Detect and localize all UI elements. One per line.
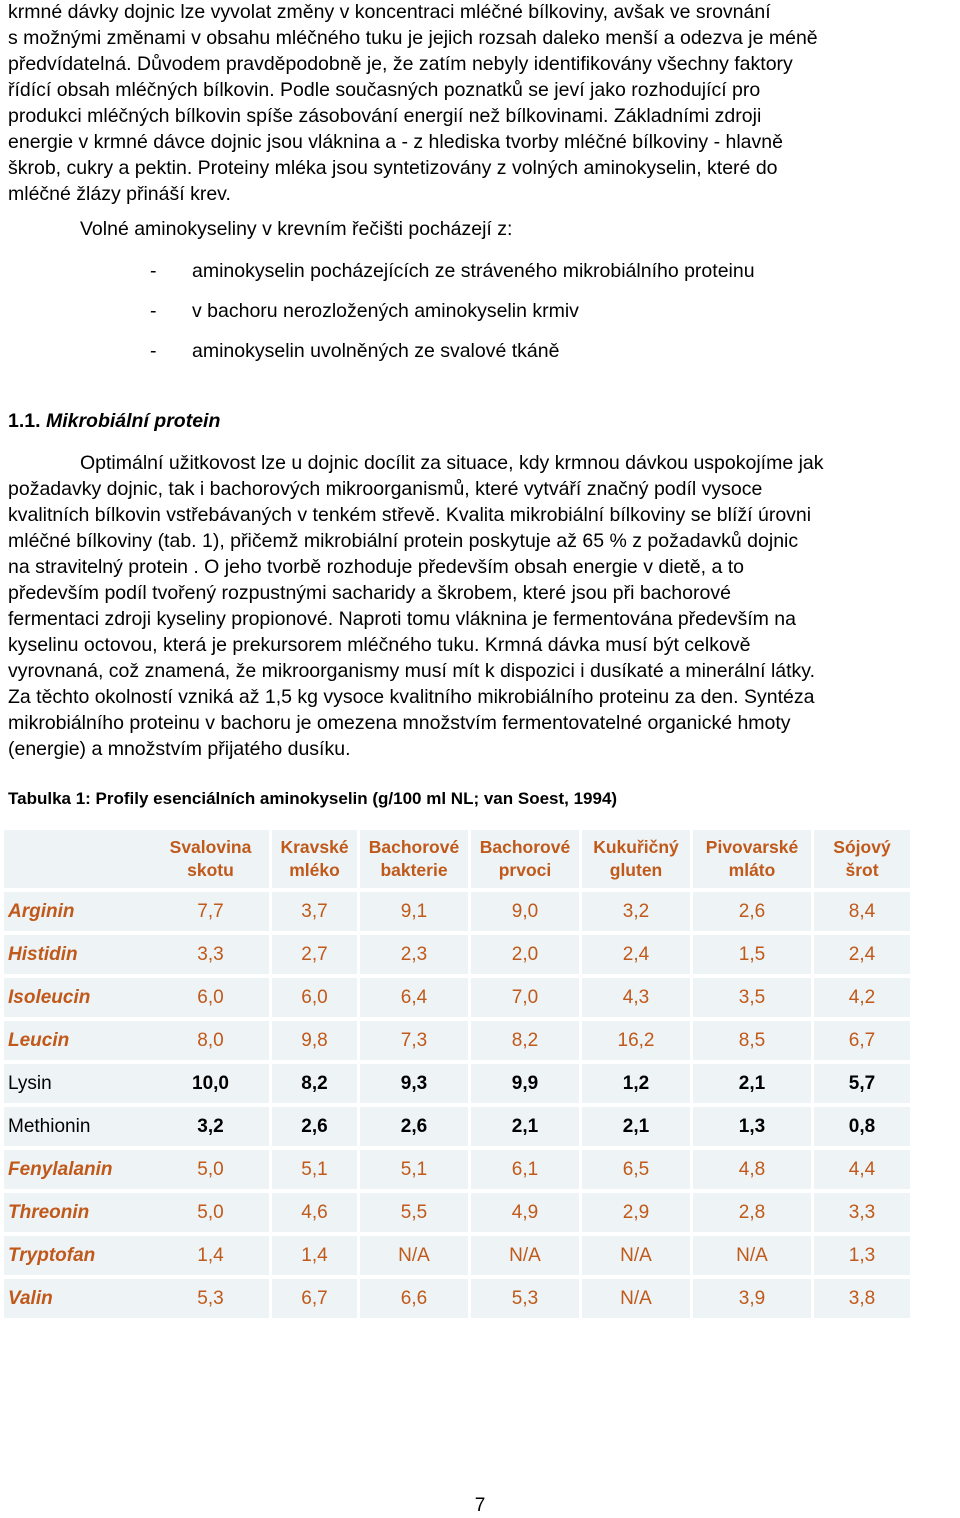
table-cell: 5,1 xyxy=(360,1150,468,1189)
text-line: požadavky dojnic, tak i bachorových mikroorganismů, které vytváří značný podíl vysoce xyxy=(8,478,763,500)
table-row xyxy=(4,1193,910,1232)
row-label: Threonin xyxy=(4,1193,152,1232)
table-cell: 3,9 xyxy=(693,1279,811,1318)
table-cell: 3,2 xyxy=(152,1107,269,1146)
table-body xyxy=(4,892,910,1318)
corner-cell xyxy=(4,830,152,888)
text-line: fermentaci zdroji kyseliny propionové. Naproti tomu vláknina je fermentována především na xyxy=(8,608,796,630)
table-cell: 9,3 xyxy=(360,1064,468,1103)
text-line: s možnými změnami v obsahu mléčného tuku je jejich rozsah daleko menší a odezva je méně xyxy=(8,27,818,49)
table-cell: 3,3 xyxy=(814,1193,910,1232)
row-label: Lysin xyxy=(4,1064,152,1103)
table-cell: 3,3 xyxy=(152,935,269,974)
table-cell: 6,0 xyxy=(152,978,269,1017)
section-number: 1.1. xyxy=(8,410,41,432)
table-cell: 7,7 xyxy=(152,892,269,931)
table-cell: 1,2 xyxy=(582,1064,690,1103)
text-line: kyselinu octovou, která je prekursorem mléčného tuku. Krmná dávka musí být celkově xyxy=(8,634,751,656)
table-cell: N/A xyxy=(471,1236,579,1275)
text-line: předvídatelná. Důvodem pravděpodobně je, že zatím nebyly identifikovány všechny faktory xyxy=(8,53,793,75)
text-line: produkci mléčných bílkovin spíše zásobování energií než bílkovinami. Základními zdroji xyxy=(8,105,762,127)
table-cell: 3,2 xyxy=(582,892,690,931)
paragraph-microbial xyxy=(8,450,958,762)
table-cell: 5,3 xyxy=(471,1279,579,1318)
table-cell: 8,2 xyxy=(272,1064,357,1103)
table-cell: 6,5 xyxy=(582,1150,690,1189)
column-header: Sójový šrot xyxy=(814,830,910,888)
table-cell: 8,4 xyxy=(814,892,910,931)
table-cell: 2,3 xyxy=(360,935,468,974)
table-cell: 6,4 xyxy=(360,978,468,1017)
text-line: mléčné žlázy přináší krev. xyxy=(8,183,231,205)
table-cell: 2,6 xyxy=(360,1107,468,1146)
row-label: Leucin xyxy=(4,1021,152,1060)
row-label: Isoleucin xyxy=(4,978,152,1017)
text-line: řídící obsah mléčných bílkovin. Podle současných poznatků se jeví jako rozhodující pro xyxy=(8,79,761,101)
table-cell: N/A xyxy=(582,1279,690,1318)
table-cell: 6,1 xyxy=(471,1150,579,1189)
list-intro: Volné aminokyseliny v krevním řečišti pocházejí z: xyxy=(80,218,513,240)
table-cell: 4,2 xyxy=(814,978,910,1017)
table-cell: 9,0 xyxy=(471,892,579,931)
table-cell: 2,4 xyxy=(814,935,910,974)
table-cell: 7,3 xyxy=(360,1021,468,1060)
table-row xyxy=(4,935,910,974)
dash-marker: - xyxy=(150,300,157,322)
text-line xyxy=(8,450,958,476)
table-cell: 1,4 xyxy=(152,1236,269,1275)
table-cell: 1,4 xyxy=(272,1236,357,1275)
list-item-text: v bachoru nerozložených aminokyselin krmiv xyxy=(192,300,579,322)
table-cell: 10,0 xyxy=(152,1064,269,1103)
table-cell: 8,2 xyxy=(471,1021,579,1060)
table-cell: 3,7 xyxy=(272,892,357,931)
row-label: Valin xyxy=(4,1279,152,1318)
table-cell: 8,5 xyxy=(693,1021,811,1060)
column-header: Bachorové prvoci xyxy=(471,830,579,888)
text-line: na stravitelný protein . O jeho tvorbě rozhoduje především obsah energie v dietě, a to xyxy=(8,556,745,578)
source-list xyxy=(150,258,755,378)
table-cell: 6,7 xyxy=(814,1021,910,1060)
table-cell: 2,8 xyxy=(693,1193,811,1232)
text-line: energie v krmné dávce dojnic jsou vláknina a - z hlediska tvorby mléčné bílkoviny - hlavně xyxy=(8,131,783,153)
table-cell: 2,1 xyxy=(471,1107,579,1146)
table-cell: 2,1 xyxy=(693,1064,811,1103)
table-cell: N/A xyxy=(360,1236,468,1275)
table-cell: 1,3 xyxy=(693,1107,811,1146)
table-cell: 4,3 xyxy=(582,978,690,1017)
table-row xyxy=(4,1064,910,1103)
list-item-text: aminokyselin uvolněných ze svalové tkáně xyxy=(192,340,560,362)
column-header: Svalovina skotu xyxy=(152,830,269,888)
list-item xyxy=(150,338,755,378)
table-cell: 5,7 xyxy=(814,1064,910,1103)
table-cell: 2,1 xyxy=(582,1107,690,1146)
row-label: Arginin xyxy=(4,892,152,931)
list-item xyxy=(150,258,755,298)
table-cell: 3,5 xyxy=(693,978,811,1017)
table-row xyxy=(4,1279,910,1318)
table-cell: 4,4 xyxy=(814,1150,910,1189)
column-header: Pivovarské mláto xyxy=(693,830,811,888)
list-item-text: aminokyselin pocházejících ze stráveného mikrobiálního proteinu xyxy=(192,260,755,282)
row-label: Methionin xyxy=(4,1107,152,1146)
table-row xyxy=(4,978,910,1017)
table-cell: 1,3 xyxy=(814,1236,910,1275)
table-cell: 9,8 xyxy=(272,1021,357,1060)
table-cell: 2,9 xyxy=(582,1193,690,1232)
table-cell: 2,6 xyxy=(272,1107,357,1146)
table-cell: 2,0 xyxy=(471,935,579,974)
row-label: Fenylalanin xyxy=(4,1150,152,1189)
text-line-content: Optimální užitkovost lze u dojnic docílit za situace, kdy krmnou dávkou uspokojíme jak xyxy=(80,452,824,474)
table-cell: 3,8 xyxy=(814,1279,910,1318)
table-row xyxy=(4,1021,910,1060)
text-line: především podíl tvořený rozpustnými sacharidy a škrobem, které jsou při bachorové xyxy=(8,582,731,604)
table-row xyxy=(4,1107,910,1146)
table-cell: 4,9 xyxy=(471,1193,579,1232)
table-cell: 5,0 xyxy=(152,1150,269,1189)
table-caption: Tabulka 1: Profily esenciálních aminokyselin (g/100 ml NL; van Soest, 1994) xyxy=(8,789,618,808)
table-cell: 8,0 xyxy=(152,1021,269,1060)
table-cell: 4,8 xyxy=(693,1150,811,1189)
table-cell: N/A xyxy=(693,1236,811,1275)
table-cell: 5,0 xyxy=(152,1193,269,1232)
text-line: vyrovnaná, což znamená, že mikroorganismy musí mít k dispozici i dusíkaté a minerální látky. xyxy=(8,660,816,682)
dash-marker: - xyxy=(150,260,157,282)
table-cell: 2,7 xyxy=(272,935,357,974)
table-cell: 1,5 xyxy=(693,935,811,974)
table-header-row xyxy=(4,830,910,888)
column-header: Bachorové bakterie xyxy=(360,830,468,888)
text-line: krmné dávky dojnic lze vyvolat změny v koncentraci mléčné bílkoviny, avšak ve srovnání xyxy=(8,1,771,23)
table-cell: 0,8 xyxy=(814,1107,910,1146)
amino-acid-table xyxy=(4,826,910,1322)
row-label: Tryptofan xyxy=(4,1236,152,1275)
table-cell: 16,2 xyxy=(582,1021,690,1060)
section-heading xyxy=(8,410,220,433)
table-cell: 6,7 xyxy=(272,1279,357,1318)
list-item xyxy=(150,298,755,338)
row-label: Histidin xyxy=(4,935,152,974)
section-title: Mikrobiální protein xyxy=(45,410,221,432)
text-line: (energie) a množstvím přijatého dusíku. xyxy=(8,738,351,760)
table-cell: 5,5 xyxy=(360,1193,468,1232)
table-cell: N/A xyxy=(582,1236,690,1275)
table-cell: 4,6 xyxy=(272,1193,357,1232)
table-row xyxy=(4,892,910,931)
dash-marker: - xyxy=(150,340,157,362)
table-cell: 5,3 xyxy=(152,1279,269,1318)
text-line: mikrobiálního proteinu v bachoru je omezena množstvím fermentovatelné organické hmoty xyxy=(8,712,791,734)
text-line: kvalitních bílkovin vstřebávaných v tenkém střevě. Kvalita mikrobiální bílkoviny se blíží úrovni xyxy=(8,504,812,526)
text-line: škrob, cukry a pektin. Proteiny mléka jsou syntetizovány z volných aminokyselin, které do xyxy=(8,157,778,179)
table-cell: 6,6 xyxy=(360,1279,468,1318)
paragraph-top xyxy=(8,0,958,207)
table-cell: 6,0 xyxy=(272,978,357,1017)
page-number: 7 xyxy=(474,1495,486,1516)
table-cell: 7,0 xyxy=(471,978,579,1017)
table-cell: 9,9 xyxy=(471,1064,579,1103)
text-line: mléčné bílkoviny (tab. 1), přičemž mikrobiální protein poskytuje až 65 % z požadavků dojnic xyxy=(8,530,799,552)
table-cell: 5,1 xyxy=(272,1150,357,1189)
column-header: Kukuřičný gluten xyxy=(582,830,690,888)
table-row xyxy=(4,1236,910,1275)
text-line: Za těchto okolností vzniká až 1,5 kg vysoce kvalitního mikrobiálního proteinu za den. Syntéza xyxy=(8,686,815,708)
table-cell: 2,4 xyxy=(582,935,690,974)
table-cell: 2,6 xyxy=(693,892,811,931)
table-cell: 9,1 xyxy=(360,892,468,931)
column-header: Kravské mléko xyxy=(272,830,357,888)
table-row xyxy=(4,1150,910,1189)
